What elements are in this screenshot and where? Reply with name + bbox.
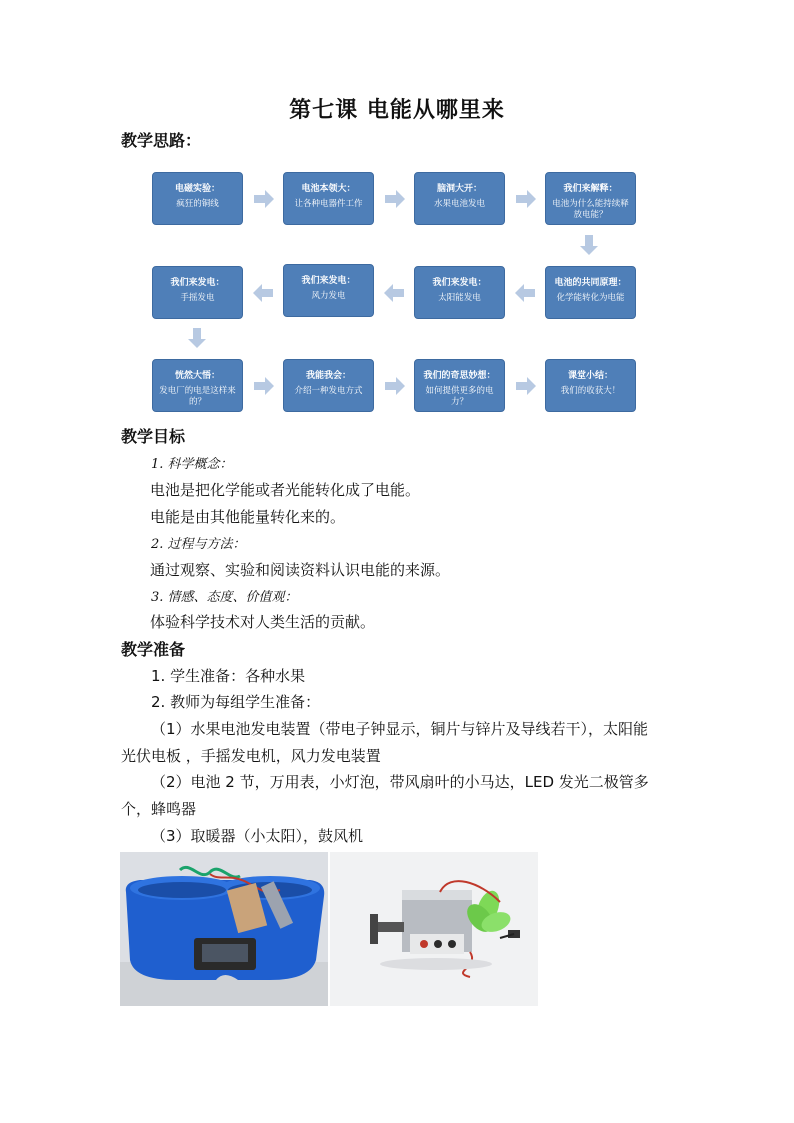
- arrow-left-icon: [515, 284, 535, 302]
- flow-box-9: 恍然大悟： 发电厂的电是这样来的？: [152, 359, 243, 412]
- prep-item-4-line-1: （2）电池 2 节，万用表，小灯泡，带风扇叶的小马达，LED 发光二极管多: [151, 773, 649, 791]
- prep-item-3-line-1: （1）水果电池发电装置（带电子钟显示，铜片与锌片及导线若干），太阳能: [151, 720, 649, 738]
- goal-2-label: 2. 过程与方法：: [151, 537, 246, 552]
- goal-2-line-1: 通过观察、实验和阅读资料认识电能的来源。: [150, 561, 451, 579]
- goal-1-line-1: 电池是把化学能或者光能转化成了电能。: [150, 481, 421, 499]
- goal-3-line-1: 体验科学技术对人类生活的贡献。: [150, 613, 376, 631]
- goal-1-label: 1. 科学概念：: [151, 457, 233, 472]
- arrow-right-icon: [254, 377, 274, 395]
- arrow-right-icon: [385, 190, 405, 208]
- prep-item-3-line-2: 光伏电板 ，手摇发电机，风力发电装置: [121, 747, 381, 765]
- flow-box-5: 电池的共同原理： 化学能转化为电能: [545, 266, 636, 319]
- goal-3-label: 3. 情感、态度、价值观：: [151, 590, 298, 605]
- arrow-right-icon: [516, 190, 536, 208]
- prep-item-2: 2. 教师为每组学生准备：: [151, 693, 321, 711]
- flow-box-11: 我们的奇思妙想： 如何提供更多的电力？: [414, 359, 505, 412]
- flow-box-3: 脑洞大开： 水果电池发电: [414, 172, 505, 225]
- flow-box-2: 电池本领大： 让各种电器件工作: [283, 172, 374, 225]
- section-heading-approach: 教学思路：: [121, 131, 202, 150]
- flow-box-4: 我们来解释： 电池为什么能持续释放电能？: [545, 172, 636, 225]
- section-heading-prep: 教学准备: [121, 640, 186, 659]
- arrow-left-icon: [384, 284, 404, 302]
- flow-box-1: 电磁实验： 疯狂的铜线: [152, 172, 243, 225]
- page-title: 第七课 电能从哪里来: [289, 98, 505, 123]
- section-heading-goals: 教学目标: [121, 427, 186, 446]
- generator-device-photo: [330, 852, 538, 1006]
- prep-item-5: （3）取暖器（小太阳），鼓风机: [151, 827, 364, 845]
- flow-box-10: 我能我会： 介绍一种发电方式: [283, 359, 374, 412]
- goal-1-line-2: 电能是由其他能量转化来的。: [150, 508, 346, 526]
- flow-box-8: 我们来发电： 手摇发电: [152, 266, 243, 319]
- prep-item-4-line-2: 个，蜂鸣器: [121, 800, 197, 818]
- prep-item-1: 1. 学生准备：各种水果: [151, 667, 306, 685]
- arrow-right-icon: [254, 190, 274, 208]
- arrow-right-icon: [516, 377, 536, 395]
- arrow-right-icon: [385, 377, 405, 395]
- flow-box-12: 课堂小结： 我们的收获大！: [545, 359, 636, 412]
- arrow-down-icon: [580, 235, 598, 255]
- arrow-down-icon: [188, 328, 206, 348]
- flow-box-7: 我们来发电： 风力发电: [283, 264, 374, 317]
- arrow-left-icon: [253, 284, 273, 302]
- flow-box-6: 我们来发电： 太阳能发电: [414, 266, 505, 319]
- fruit-battery-photo: [120, 852, 328, 1006]
